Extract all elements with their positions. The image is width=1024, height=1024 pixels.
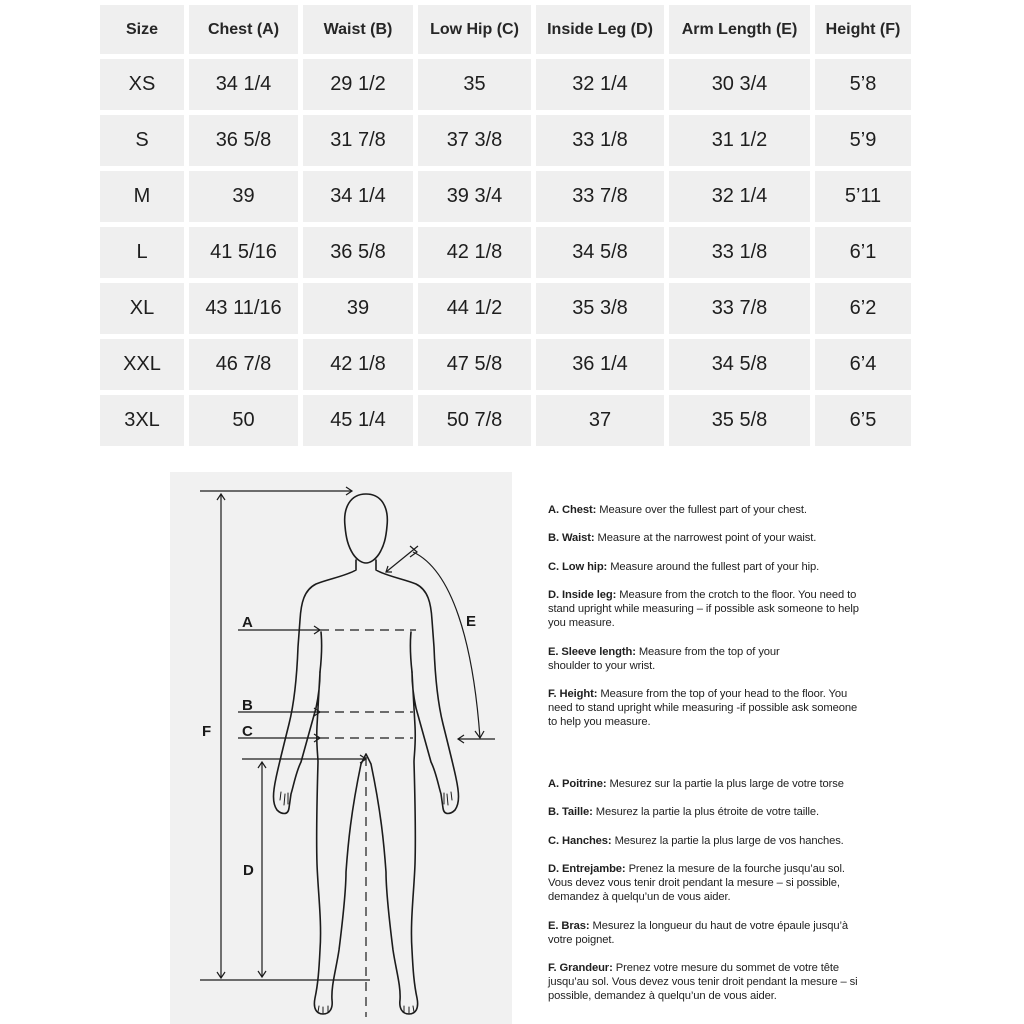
instruction-hanches: C. Hanches: Mesurez la partie la plus large de vos hanches. [548, 835, 844, 847]
instruction-grandeur: F. Grandeur: Prenez votre mesure du sommet de votre tête jusqu’au sol. Vous devez vous tenir droit pendant la mesure – si possible, demandez à quelqu’un de vous aider. [548, 962, 858, 1002]
instruction-height: F. Height: Measure from the top of your head to the floor. You need to stand upright while measuring -if possible ask someone to help you measure. [548, 688, 858, 728]
measurement-cell: 33 7/8 [536, 171, 664, 222]
size-cell: L [100, 227, 184, 278]
instruction-sleeve: E. Sleeve length: Measure from the top of your shoulder to your wrist. [548, 646, 780, 672]
instruction-taille: B. Taille: Mesurez la partie la plus étroite de votre taille. [548, 806, 820, 818]
measurement-cell: 5’9 [815, 115, 911, 166]
table-row [100, 171, 911, 222]
measurement-cell: 39 [303, 283, 413, 334]
measurement-cell: 33 1/8 [669, 227, 810, 278]
sleeve-top-line [386, 546, 418, 572]
measurement-cell: 32 1/4 [669, 171, 810, 222]
measurement-cell: 50 [189, 395, 298, 446]
measurement-cell: 39 3/4 [418, 171, 531, 222]
size-chart-table [95, 0, 916, 451]
column-header: Chest (A) [189, 5, 298, 54]
measurement-cell: 31 1/2 [669, 115, 810, 166]
measurement-cell: 34 1/4 [303, 171, 413, 222]
column-header: Height (F) [815, 5, 911, 54]
measurement-cell: 42 1/8 [303, 339, 413, 390]
body-figure [170, 472, 512, 1024]
column-header: Inside Leg (D) [536, 5, 664, 54]
right-arm-inner [410, 632, 412, 672]
measurement-cell: 33 7/8 [669, 283, 810, 334]
label-b: B [242, 697, 253, 714]
table-row [100, 395, 911, 446]
measurement-cell: 34 5/8 [536, 227, 664, 278]
measurement-cell: 37 3/8 [418, 115, 531, 166]
measurement-cell: 6’4 [815, 339, 911, 390]
measurement-cell: 44 1/2 [418, 283, 531, 334]
measurement-cell: 32 1/4 [536, 59, 664, 110]
measurement-cell: 36 5/8 [189, 115, 298, 166]
measurement-cell: 41 5/16 [189, 227, 298, 278]
measurement-diagram [170, 472, 512, 1024]
left-arm-inner [320, 632, 322, 672]
measurement-cell: 5’8 [815, 59, 911, 110]
instruction-bras: E. Bras: Mesurez la longueur du haut de votre épaule jusqu’à votre poignet. [548, 920, 848, 946]
measurement-cell: 43 11/16 [189, 283, 298, 334]
measurement-cell: 42 1/8 [418, 227, 531, 278]
measurement-cell: 39 [189, 171, 298, 222]
table-header-row [100, 5, 911, 54]
measurement-cell: 33 1/8 [536, 115, 664, 166]
label-f: F [202, 723, 212, 740]
table-row [100, 283, 911, 334]
size-rows [100, 59, 911, 446]
instruction-low-hip: C. Low hip: Measure around the fullest part of your hip. [548, 561, 820, 573]
size-cell: XS [100, 59, 184, 110]
measurement-cell: 31 7/8 [303, 115, 413, 166]
instruction-inside-leg: D. Inside leg: Measure from the crotch to the floor. You need to stand upright while measuring – if possible ask someone to help you measure. [548, 589, 859, 629]
size-cell: M [100, 171, 184, 222]
measurement-cell: 45 1/4 [303, 395, 413, 446]
table-row [100, 115, 911, 166]
measurement-cell: 36 1/4 [536, 339, 664, 390]
measurement-cell: 35 5/8 [669, 395, 810, 446]
label-e: E [466, 613, 477, 630]
label-c: C [242, 723, 253, 740]
measurement-cell: 50 7/8 [418, 395, 531, 446]
column-header: Size [100, 5, 184, 54]
sleeve-arrow [413, 552, 480, 738]
instruction-entrejambe: D. Entrejambe: Prenez la mesure de la fourche jusqu’au sol. Vous devez vous tenir droit pendant la mesure – si possible, demandez à quelqu’un de vous aider. [548, 863, 845, 903]
table-row [100, 227, 911, 278]
table-row [100, 339, 911, 390]
column-header: Waist (B) [303, 5, 413, 54]
measurement-cell: 35 3/8 [536, 283, 664, 334]
measurement-cell: 6’2 [815, 283, 911, 334]
table-row [100, 59, 911, 110]
instruction-chest: A. Chest: Measure over the fullest part of your chest. [548, 504, 807, 516]
measurement-cell: 46 7/8 [189, 339, 298, 390]
column-header: Low Hip (C) [418, 5, 531, 54]
measurement-cell: 5’11 [815, 171, 911, 222]
size-cell: S [100, 115, 184, 166]
measurement-cell: 36 5/8 [303, 227, 413, 278]
measurement-cell: 47 5/8 [418, 339, 531, 390]
size-cell: XXL [100, 339, 184, 390]
size-cell: XL [100, 283, 184, 334]
measurement-cell: 29 1/2 [303, 59, 413, 110]
measurement-cell: 34 5/8 [669, 339, 810, 390]
measurement-cell: 30 3/4 [669, 59, 810, 110]
instruction-poitrine: A. Poitrine: Mesurez sur la partie la plus large de votre torse [548, 778, 844, 790]
measurement-cell: 6’1 [815, 227, 911, 278]
measurement-cell: 34 1/4 [189, 59, 298, 110]
label-d: D [243, 862, 254, 879]
label-a: A [242, 614, 253, 631]
head-outline [345, 494, 388, 563]
instruction-waist: B. Waist: Measure at the narrowest point of your waist. [548, 532, 817, 544]
size-cell: 3XL [100, 395, 184, 446]
measurement-cell: 37 [536, 395, 664, 446]
measurement-cell: 35 [418, 59, 531, 110]
column-header: Arm Length (E) [669, 5, 810, 54]
measurement-cell: 6’5 [815, 395, 911, 446]
